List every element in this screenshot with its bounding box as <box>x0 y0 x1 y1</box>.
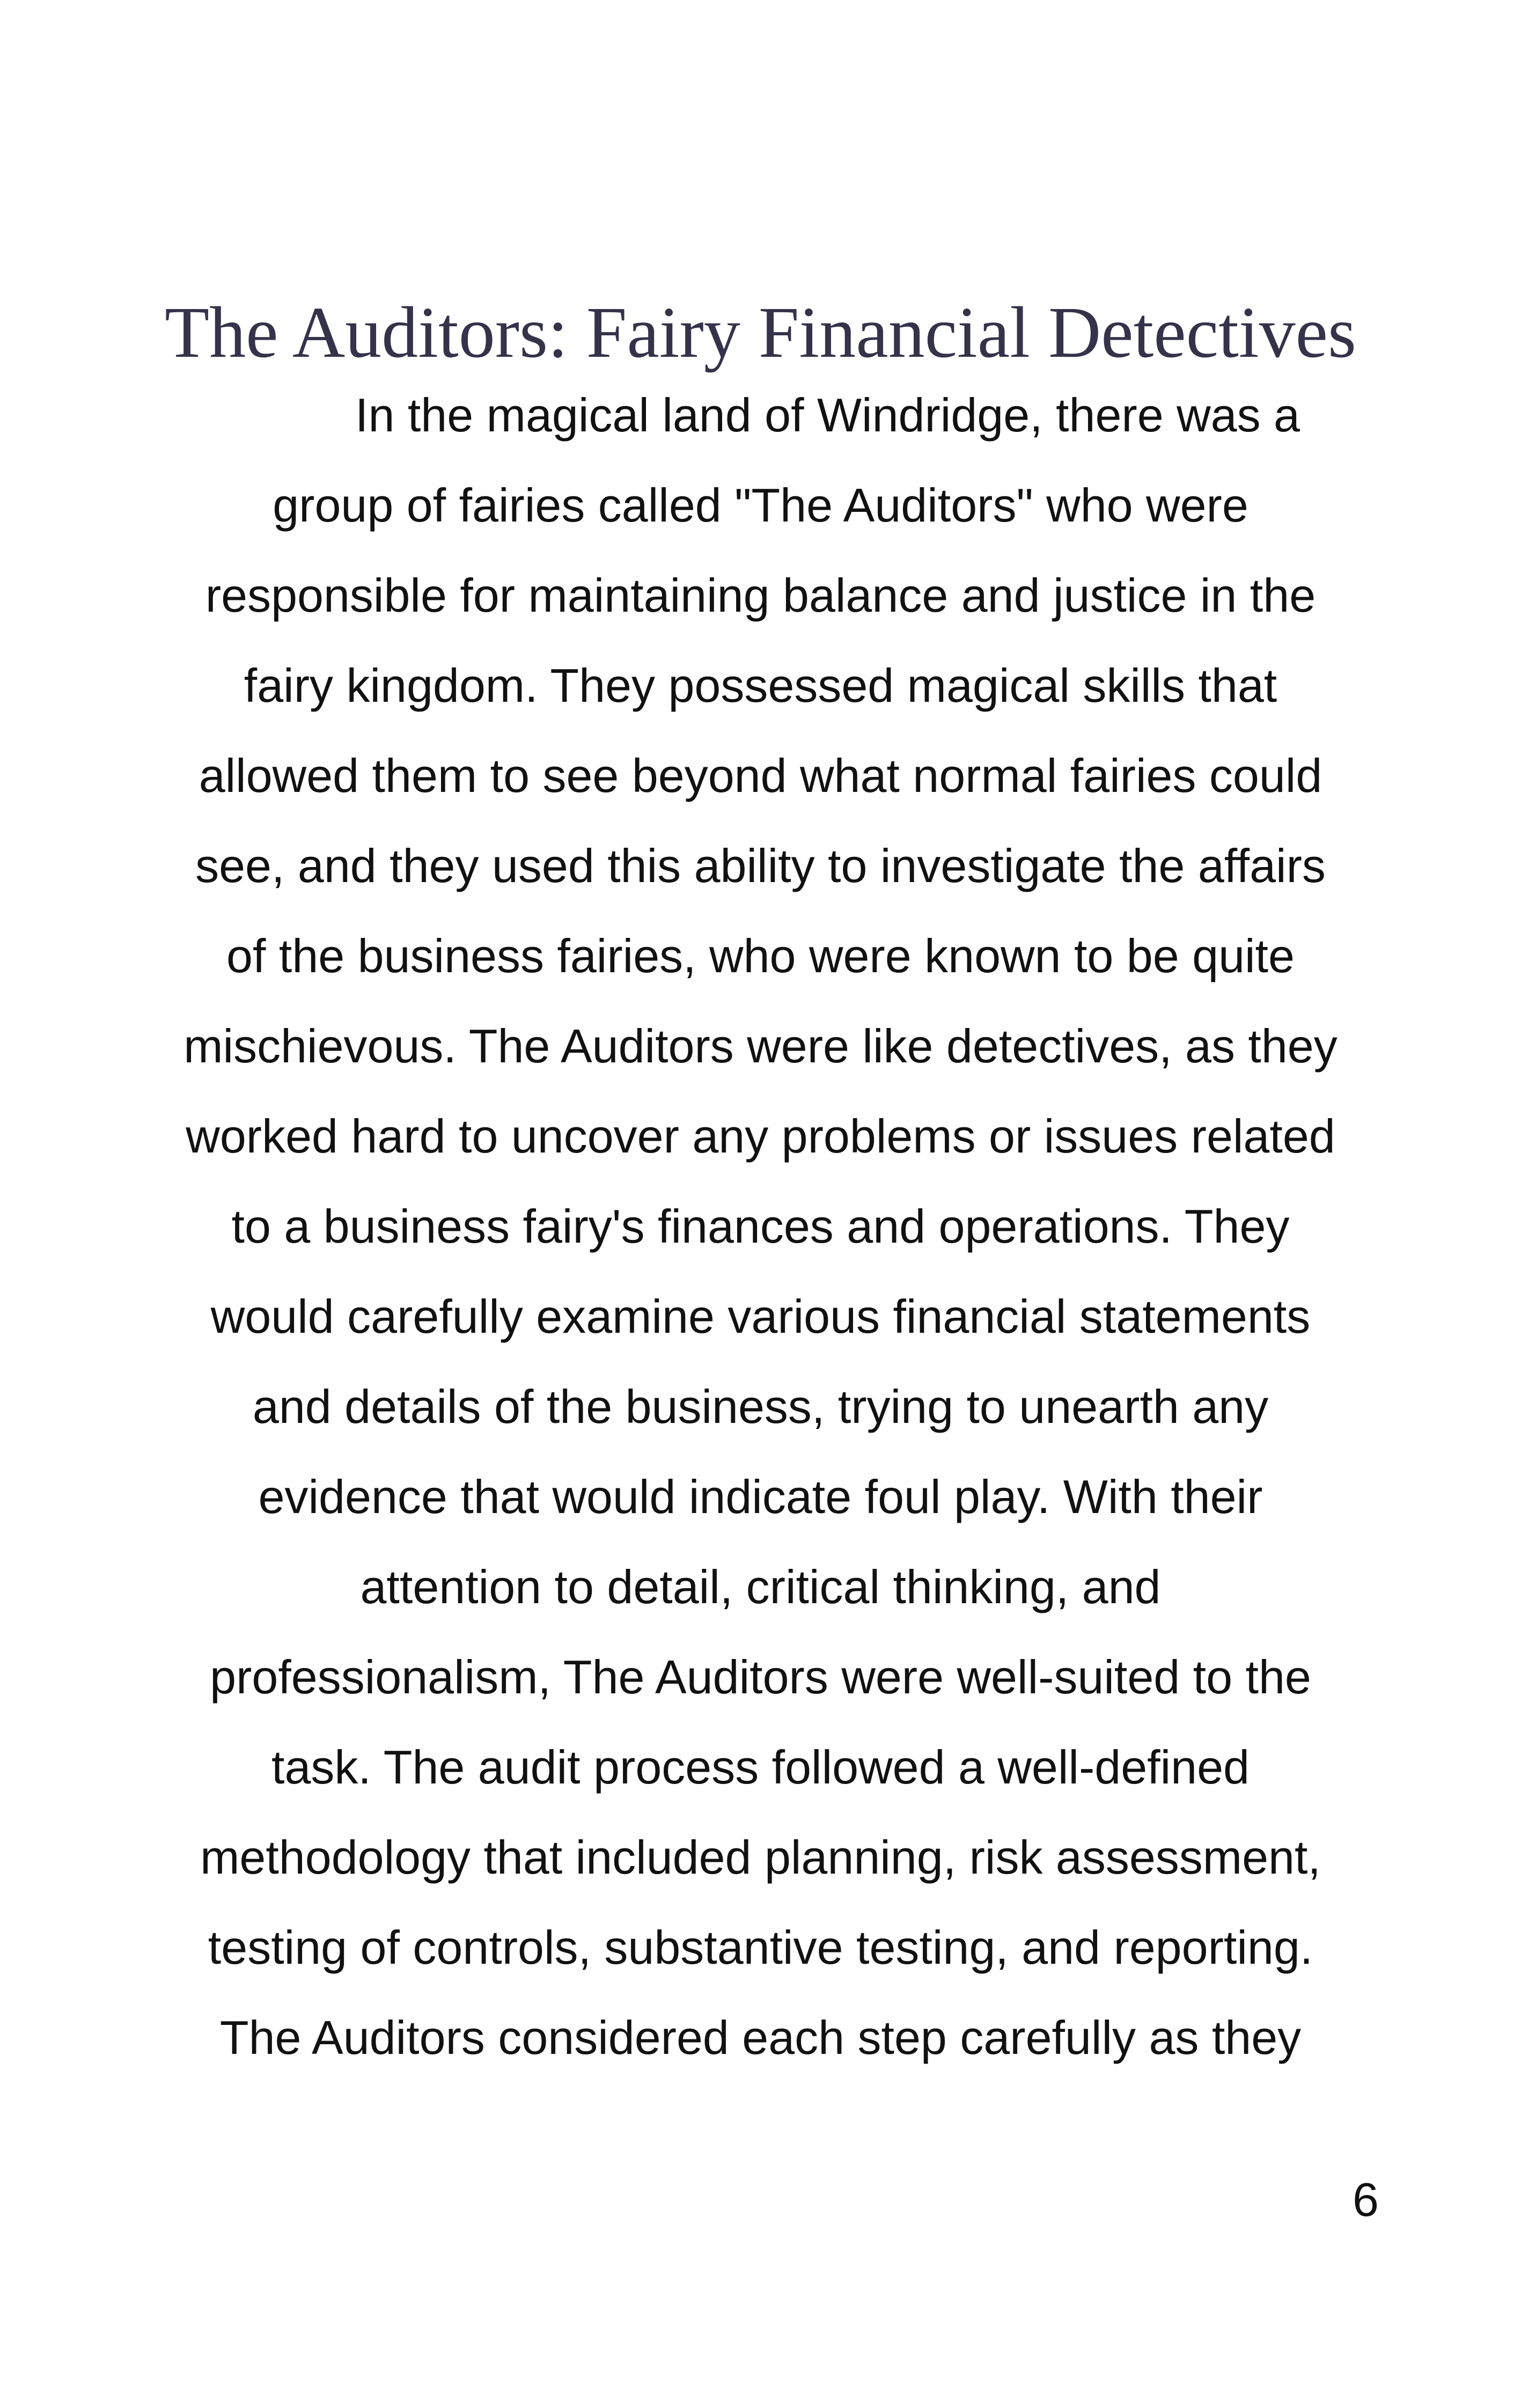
text-line: allowed them to see beyond what normal fairies could <box>199 749 1322 802</box>
page-number: 6 <box>1353 2173 1379 2226</box>
text-line: responsible for maintaining balance and justice in the <box>205 569 1316 622</box>
text-line: see, and they used this ability to investigate the affairs <box>195 839 1326 892</box>
text-line: The Auditors considered each step carefully as they <box>219 2011 1302 2064</box>
text-line: professionalism, The Auditors were well-suited to the <box>210 1650 1311 1704</box>
text-line: and details of the business, trying to unearth any <box>252 1380 1269 1433</box>
text-line: attention to detail, critical thinking, and <box>360 1560 1161 1613</box>
text-line: to a business fairy's finances and operations. They <box>231 1200 1290 1253</box>
chapter-title: The Auditors: Fairy Financial Detectives <box>165 292 1356 373</box>
text-line: worked hard to uncover any problems or issues related <box>186 1110 1335 1163</box>
text-line: group of fairies called "The Auditors" who were <box>273 479 1248 532</box>
text-line: evidence that would indicate foul play. With their <box>258 1470 1263 1523</box>
text-line: In the magical land of Windridge, there was a <box>355 388 1300 442</box>
text-line: methodology that included planning, risk assessment, <box>200 1831 1321 1884</box>
text-line: mischievous. The Auditors were like detectives, as they <box>183 1019 1338 1073</box>
text-line: testing of controls, substantive testing, and reporting. <box>208 1921 1313 1974</box>
body-paragraph <box>0 370 1521 2083</box>
text-line: of the business fairies, who were known to be quite <box>226 929 1295 982</box>
text-line: fairy kingdom. They possessed magical skills that <box>244 659 1277 712</box>
text-line: task. The audit process followed a well-defined <box>271 1741 1250 1794</box>
text-line: would carefully examine various financial statements <box>210 1290 1311 1343</box>
